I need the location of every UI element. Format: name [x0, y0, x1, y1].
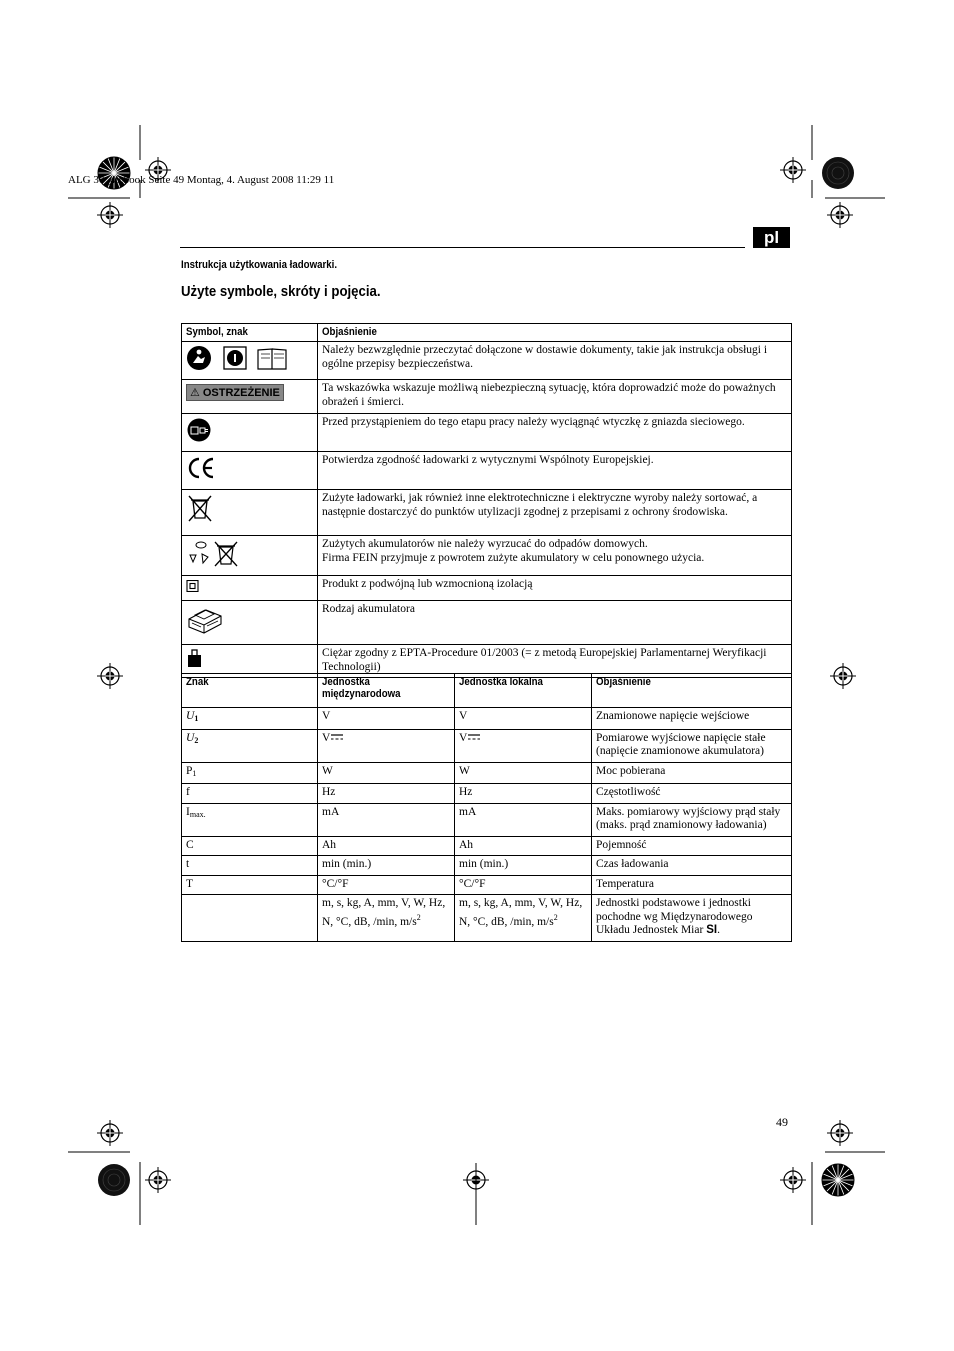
unit-explanation: Moc pobierana [592, 762, 792, 784]
international-unit: mA [318, 803, 455, 836]
symbol-explanation: Ta wskazówka wskazuje możliwą niebezpieczną sytuację, która doprowadzić może do poważnych obrażeń i śmierci. [318, 380, 792, 414]
direct-current-icon [467, 733, 481, 741]
table-row [182, 729, 792, 762]
table-row [182, 342, 792, 380]
unit-sign [182, 895, 318, 942]
ce-mark-icon [186, 455, 216, 481]
symbol-explanation: Zużytych akumulatorów nie należy wyrzucać do odpadów domowych. Firma FEIN przyjmuje z powrotem zużyte akumulatory w celu ponownego użycia. [318, 536, 792, 576]
table-row [182, 601, 792, 645]
table-row [182, 414, 792, 452]
table-row [182, 380, 792, 414]
unit-sign: $P_1$ [182, 762, 318, 784]
header-explanation: Objaśnienie [592, 674, 792, 708]
warning-badge: ⚠ OSTRZEŻENIE [186, 384, 284, 401]
symbol-explanation: Ciężar zgodny z EPTA-Procedure 01/2003 (= z metodą Europejskiej Parlamentarnej Weryfikacji Technologii) [318, 645, 792, 678]
crossed-bin-icon [215, 542, 237, 566]
unit-explanation: Czas ładowania [592, 856, 792, 876]
unplug-icon [186, 417, 212, 443]
header-explanation: Objaśnienie [318, 324, 792, 342]
symbol-explanation: Rodzaj akumulatora [318, 601, 792, 645]
unit-explanation: Temperatura [592, 875, 792, 895]
unit-explanation: Znamionowe napięcie wejściowe [592, 708, 792, 730]
warning-triangle-icon: ⚠ [190, 387, 200, 399]
local-unit: min (min.) [455, 856, 592, 876]
unit-sign: T [182, 875, 318, 895]
section-title: Użyte symbole, skróty i pojęcia. [181, 283, 381, 300]
table-row [182, 576, 792, 601]
table-row [182, 836, 792, 856]
international-unit: W [318, 762, 455, 784]
symbol-explanation: Produkt z podwójną lub wzmocnioną izolacją [318, 576, 792, 601]
direct-current-icon [330, 733, 344, 741]
international-unit: Ah [318, 836, 455, 856]
page-number: 49 [776, 1115, 788, 1129]
battery-recycle-icon [190, 542, 208, 563]
unit-sign: C [182, 836, 318, 856]
unit-explanation: Częstotliwość [592, 784, 792, 804]
table-row [182, 803, 792, 836]
header-international-unit: Jednostka międzynarodowa [318, 674, 455, 708]
table-row [182, 875, 792, 895]
unit-sign: t [182, 856, 318, 876]
local-unit: mA [455, 803, 592, 836]
international-unit: V [318, 729, 455, 762]
section-label: Instrukcja użytkowania ładowarki. [181, 259, 338, 271]
local-unit: Hz [455, 784, 592, 804]
manual-icon [224, 347, 246, 369]
unit-sign: $I_{max.}$ [182, 803, 318, 836]
symbols-table [181, 323, 792, 678]
unit-explanation: Jednostki podstawowe i jednostki pochodne wg Międzynarodowego Układu Jednostek Miar SI. [592, 895, 792, 942]
local-unit: V [455, 708, 592, 730]
weight-icon [186, 648, 204, 668]
table-row [182, 856, 792, 876]
international-unit: °C/°F [318, 875, 455, 895]
units-table-header [182, 674, 792, 708]
local-unit: Ah [455, 836, 592, 856]
symbol-explanation: Przed przystąpieniem do tego etapu pracy należy wyciągnąć wtyczkę z gniazda sieciowego. [318, 414, 792, 452]
unit-sign: f [182, 784, 318, 804]
unit-explanation: Pomiarowe wyjściowe napięcie stałe (napięcie znamionowe akumulatora) [592, 729, 792, 762]
unit-explanation: Pojemność [592, 836, 792, 856]
local-unit: W [455, 762, 592, 784]
local-unit: V [455, 729, 592, 762]
table-row [182, 895, 792, 942]
battery-pack-icon [186, 604, 224, 636]
double-insulation-icon [186, 580, 200, 592]
header-sign: Znak [182, 674, 318, 708]
symbols-table-header [182, 324, 792, 342]
symbol-explanation: Potwierdza zgodność ładowarki z wytycznymi Wspólnoty Europejskiej. [318, 452, 792, 490]
header-rule [180, 247, 745, 248]
table-row [182, 452, 792, 490]
crossed-bin-icon [186, 493, 214, 523]
header-symbol: Symbol, znak [182, 324, 318, 342]
unit-explanation: Maks. pomiarowy wyjściowy prąd stały (maks. prąd znamionowy ładowania) [592, 803, 792, 836]
local-unit: m, s, kg, A, mm, V, W, Hz, N, °C, dB, /min, $m/s^2$ [455, 895, 592, 942]
book-icon [258, 349, 286, 369]
table-row [182, 784, 792, 804]
header-local-unit: Jednostka lokalna [455, 674, 592, 708]
local-unit: °C/°F [455, 875, 592, 895]
unit-sign: $U_2$ [182, 729, 318, 762]
international-unit: Hz [318, 784, 455, 804]
table-row [182, 490, 792, 536]
international-unit: m, s, kg, A, mm, V, W, Hz, N, °C, dB, /min, $m/s^2$ [318, 895, 455, 942]
symbol-explanation: Zużyte ładowarki, jak również inne elektrotechniczne i elektryczne wyroby należy sortować, a następnie dostarczyć do punktów utylizacji zgodnej z przepisami z ochrony środowiska. [318, 490, 792, 536]
language-tab: pl [753, 227, 790, 248]
symbol-explanation: Należy bezwzględnie przeczytać dołączone w dostawie dokumenty, takie jak instrukcja obsługi i ogólne przepisy bezpieczeństwa. [318, 342, 792, 380]
table-row [182, 536, 792, 576]
table-row [182, 762, 792, 784]
international-unit: min (min.) [318, 856, 455, 876]
international-unit: V [318, 708, 455, 730]
book-info-header: ALG 30_40.book Seite 49 Montag, 4. August 2008 11:29 11 [68, 174, 335, 186]
read-instructions-icon [187, 346, 211, 370]
table-row [182, 708, 792, 730]
units-table [181, 673, 792, 942]
unit-sign: $U_1$ [182, 708, 318, 730]
